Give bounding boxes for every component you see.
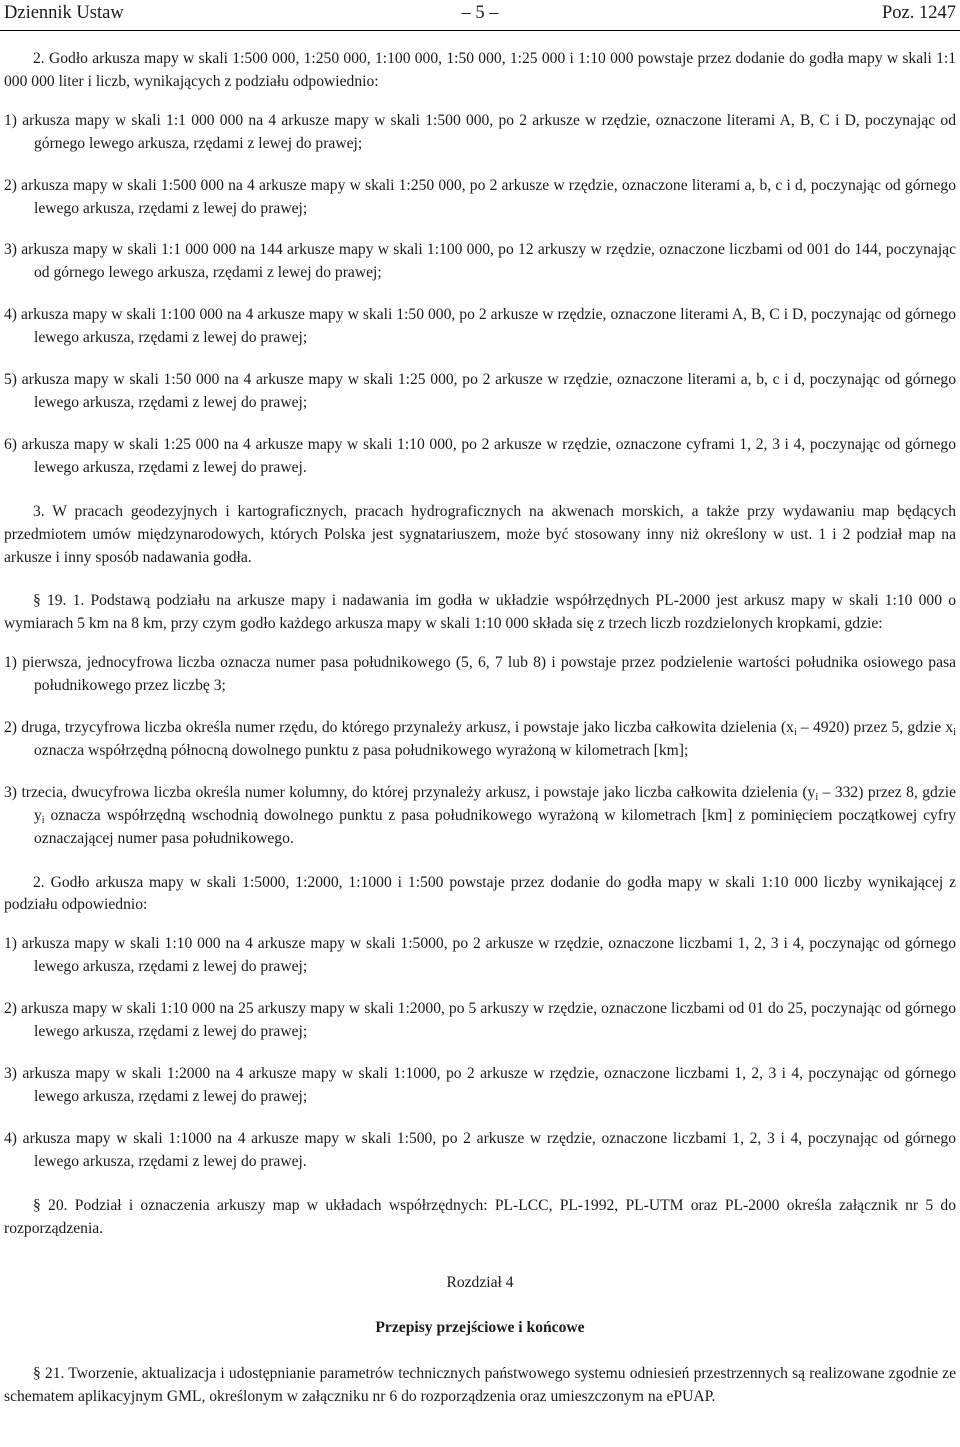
document-body xyxy=(4,48,956,1409)
text-run: oznacza współrzędną wschodnią dowolnego punktu z pasa południkowego wyrażoną w kilometrach [km] z pominięciem początkowej cyfry oznaczającej numer pasa południkowego. xyxy=(34,806,956,847)
list-item: 4) arkusza mapy w skali 1:1000 na 4 arkusze mapy w skali 1:500, po 2 arkusze w rzędzie, oznaczone liczbami 1, 2, 3 i 4, poczynając od górnego lewego arkusza, rzędami z lewej do prawej. xyxy=(4,1129,956,1170)
position-number: Poz. 1247 xyxy=(882,3,956,23)
list-item: 1) arkusza mapy w skali 1:1 000 000 na 4 arkusze mapy w skali 1:500 000, po 2 arkusze w rzędzie, oznaczone literami A, B, C i D, poczynając od górnego lewego arkusza, rzędami z lewej do prawej; xyxy=(4,111,956,152)
list-item: 5) arkusza mapy w skali 1:50 000 na 4 arkusze mapy w skali 1:25 000, po 2 arkusze w rzędzie, oznaczone literami a, b, c i d, poczynając od górnego lewego arkusza, rzędami z lewej do prawej; xyxy=(4,371,956,411)
subscript: i xyxy=(815,791,819,803)
text-run: oznacza współrzędną północną dowolnego punktu z pasa południkowego wyrażoną w kilometrach [km]; xyxy=(34,741,689,759)
text-run: 2) druga, trzycyfrowa liczba określa numer rzędu, do którego przynależy arkusz, i powstaje jako liczba całkowita dzielenia (x xyxy=(4,719,794,737)
paragraph-20: § 20. Podział i oznaczenia arkuszy map w układach współrzędnych: PL-LCC, PL-1992, PL-UTM oraz PL-2000 określa załącznik nr 5 do rozporządzenia. xyxy=(4,1196,956,1237)
text-run: 3) trzecia, dwucyfrowa liczba określa numer kolumny, do której przynależy arkusz, i powstaje jako liczba całkowita dzielenia (y xyxy=(4,783,816,801)
paragraph-21: § 21. Tworzenie, aktualizacja i udostępnianie parametrów technicznych państwowego systemu odniesień przestrzennych są realizowane zgodnie ze schematem aplikacyjnym GML, określonym w załączniku nr 6 do rozporządzenia oraz umieszczonym na ePUAP. xyxy=(4,1365,956,1406)
paragraph-19-1: § 19. 1. Podstawą podziału na arkusze mapy i nadawania im godła w układzie współrzędnych PL-2000 jest arkusz mapy w skali 1:10 000 o wymiarach 5 km na 8 km, przy czym godło każdego arkusza mapy w skali 1:10 000 składa się z trzech liczb rozdzielonych kropkami, gdzie: xyxy=(4,592,956,633)
paragraph-2-godlo: 2. Godło arkusza mapy w skali 1:500 000, 1:250 000, 1:100 000, 1:50 000, 1:25 000 i 1:10 000 powstaje przez dodanie do godła mapy w skali 1:1 000 000 liter i liczb, wynikających z podziału odpowiednio: xyxy=(4,50,956,90)
list-item: 2) arkusza mapy w skali 1:10 000 na 25 arkuszy mapy w skali 1:2000, po 5 arkuszy w rzędzie, oznaczone liczbami od 01 do 25, poczynając od górnego lewego arkusza, rzędami z lewej do prawej; xyxy=(4,1000,956,1041)
list-item: 6) arkusza mapy w skali 1:25 000 na 4 arkusze mapy w skali 1:10 000, po 2 arkusze w rzędzie, oznaczone cyframi 1, 2, 3 i 4, poczynając od górnego lewego arkusza, rzędami z lewej do prawej. xyxy=(4,435,956,476)
text-run: – 332) przez 8, gdzie y xyxy=(34,783,956,824)
list-item: 1) arkusza mapy w skali 1:10 000 na 4 arkusze mapy w skali 1:5000, po 2 arkusze w rzędzie, oznaczone liczbami 1, 2, 3 i 4, poczynając od górnego lewego arkusza, rzędami z lewej do prawej; xyxy=(4,935,956,976)
list-item: 2) arkusza mapy w skali 1:500 000 na 4 arkusze mapy w skali 1:250 000, po 2 arkusze w rzędzie, oznaczone literami a, b, c i d, poczynając od górnego lewego arkusza, rzędami z lewej do prawej; xyxy=(4,176,956,217)
subscript: i xyxy=(793,727,797,739)
paragraph-3: 3. W pracach geodezyjnych i kartograficznych, pracach hydrograficznych na akwenach morskich, a także przy wydawaniu map będących przedmiotem umów międzynarodowych, których Polska jest sygnatariuszem, może być stosowany inny niż określony w ust. 1 i 2 podział map na arkusze i inny sposób nadawania godła. xyxy=(4,502,956,566)
text-run: – 4920) przez 5, gdzie x xyxy=(796,719,954,737)
journal-title: Dziennik Ustaw xyxy=(4,3,124,23)
list-item: 1) pierwsza, jednocyfrowa liczba oznacza numer pasa południkowego (5, 6, 7 lub 8) i powstaje przez podzielenie wartości południka osiowego pasa południkowego przez liczbę 3; xyxy=(4,654,956,695)
chapter-title: Przepisy przejściowe i końcowe xyxy=(375,1319,585,1337)
page-number: – 5 – xyxy=(461,3,499,23)
subscript: i xyxy=(953,727,956,739)
page-header xyxy=(0,0,960,31)
subscript: i xyxy=(41,814,45,826)
list-item: 3) arkusza mapy w skali 1:1 000 000 na 144 arkusze mapy w skali 1:100 000, po 12 arkuszy w rzędzie, oznaczone liczbami od 001 do 144, poczynając od górnego lewego arkusza, rzędami z lewej do prawej; xyxy=(4,241,956,282)
list-item xyxy=(4,782,956,851)
list-item: 4) arkusza mapy w skali 1:100 000 na 4 arkusze mapy w skali 1:50 000, po 2 arkusze w rzędzie, oznaczone literami A, B, C i D, poczynając od górnego lewego arkusza, rzędami z lewej do prawej; xyxy=(4,306,956,347)
chapter-number: Rozdział 4 xyxy=(446,1274,514,1292)
paragraph-19-2: 2. Godło arkusza mapy w skali 1:5000, 1:2000, 1:1000 i 1:500 powstaje przez dodanie do godła mapy w skali 1:10 000 liczby wynikającej z podziału odpowiednio: xyxy=(4,873,956,914)
list-item xyxy=(4,717,956,763)
list-item: 3) arkusza mapy w skali 1:2000 na 4 arkusze mapy w skali 1:1000, po 2 arkusze w rzędzie, oznaczone liczbami 1, 2, 3 i 4, poczynając od górnego lewego arkusza, rzędami z lewej do prawej; xyxy=(4,1065,956,1105)
